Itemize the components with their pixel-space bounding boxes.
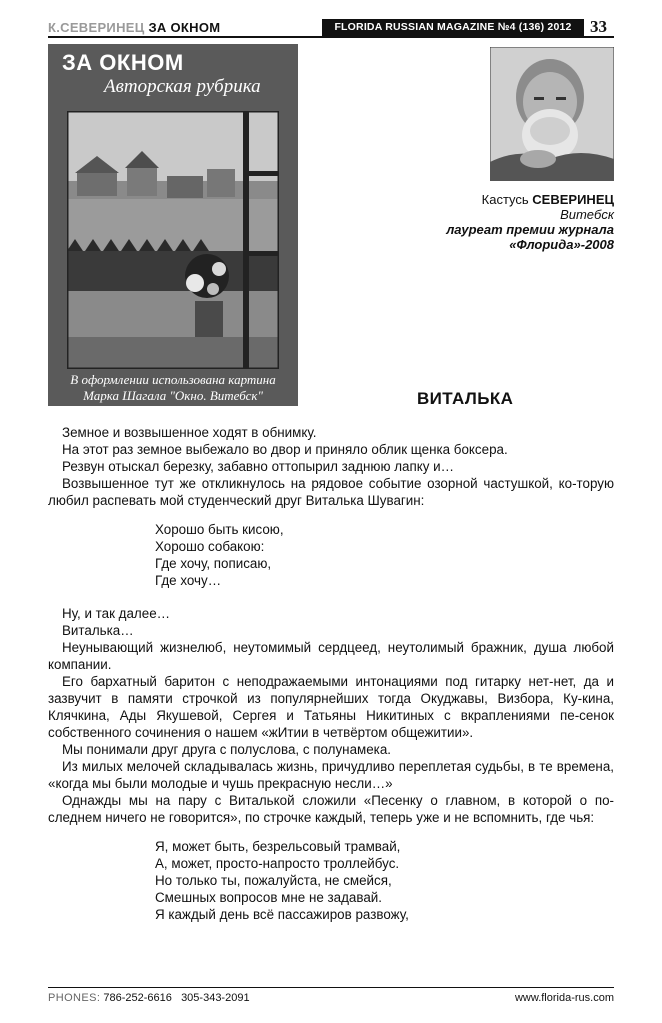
paragraph: На этот раз земное выбежало во двор и приняло облик щенка боксера. xyxy=(62,442,508,457)
poem-line: Где хочу, пописаю, xyxy=(155,556,272,571)
poem-line: Хорошо быть кисою, xyxy=(155,522,284,537)
phone-number: 305-343-2091 xyxy=(181,992,250,1004)
phone-number: 786-252-6616 xyxy=(103,992,172,1004)
column-promo-box xyxy=(48,44,298,406)
chagall-painting-image xyxy=(67,111,279,369)
poem-line: Я, может быть, безрельсовый трамвай, xyxy=(155,839,401,854)
story-title: ВИТАЛЬКА xyxy=(417,389,514,408)
paragraph: Земное и возвышенное ходят в обнимку. xyxy=(62,425,317,440)
painting-caption-line-2: Марка Шагала "Окно. Витебск" xyxy=(83,388,263,403)
poem-verse-2 xyxy=(155,838,614,923)
painting-caption-line-1: В оформлении использована картина xyxy=(70,372,276,387)
paragraph: Неунывающий жизнелюб, неутомимый сердцеед, неутолимый бражник, душа любой компании. xyxy=(48,640,614,672)
poem-line: Но только ты, пожалуйста, не смейся, xyxy=(155,873,392,888)
author-last-name: СЕВЕРИНЕЦ xyxy=(532,192,614,207)
author-award-line-1: лауреат премии журнала xyxy=(446,222,614,237)
poem-line: А, может, просто-напросто троллейбус. xyxy=(155,856,400,871)
poem-verse-1 xyxy=(155,521,614,589)
running-head xyxy=(48,20,220,35)
author-name xyxy=(394,192,614,207)
paragraph: Однажды мы на пару с Виталькой сложили «Песенку о главном, в которой о по-следнем ничего не говорится», по строчке каждый, теперь уже и не вспомнить, где чья: xyxy=(48,793,614,825)
column-subtitle: Авторская рубрика xyxy=(104,76,261,97)
poem-line: Хорошо собакою: xyxy=(155,539,265,554)
page-number: 33 xyxy=(590,17,607,36)
author-award-line-2: «Флорида»-2008 xyxy=(509,237,614,252)
poem-line: Я каждый день всё пассажиров развожу, xyxy=(155,907,409,922)
running-head-author: К.СЕВЕРИНЕЦ xyxy=(48,20,145,35)
paragraph: Ну, и так далее… xyxy=(62,606,171,621)
author-info xyxy=(394,192,614,252)
paragraph: Резвун отыскал березку, забавно оттопырил заднюю лапку и… xyxy=(62,459,455,474)
author-city: Витебск xyxy=(560,207,614,222)
author-photo xyxy=(490,47,614,181)
footer-rule xyxy=(48,987,614,988)
website-link[interactable]: www.florida-rus.com xyxy=(514,992,614,1004)
paragraph: Возвышенное тут же откликнулось на рядовое событие озорной частушкой, ко-торую любил распевать мой студенческий друг Виталька Шувагин: xyxy=(48,476,614,508)
paragraph: Мы понимали друг друга с полуслова, с полунамека. xyxy=(62,742,391,757)
author-first-name: Кастусь xyxy=(481,192,529,207)
header-rule xyxy=(48,36,614,38)
running-head-column: ЗА ОКНОМ xyxy=(148,20,221,35)
poem-line: Смешных вопросов мне не задавай. xyxy=(155,890,382,905)
painting-caption xyxy=(56,372,290,404)
magazine-issue-label: FLORIDA RUSSIAN MAGAZINE №4 (136) 2012 xyxy=(322,19,584,36)
footer-phones xyxy=(48,992,250,1004)
phones-label: PHONES: xyxy=(48,992,101,1004)
poem-line: Где хочу… xyxy=(155,573,222,588)
column-title: ЗА ОКНОМ xyxy=(62,50,184,75)
paragraph: Из милых мелочей складывалась жизнь, причудливо переплетая судьбы, в те времена, «когда мы были молодые и чушь прекрасную несли…» xyxy=(48,759,614,791)
paragraph: Виталька… xyxy=(62,623,134,638)
story-body xyxy=(48,424,614,939)
paragraph: Его бархатный баритон с неподражаемыми интонациями под гитарку нет-нет, да и зазвучит в памяти строчкой из популярнейших тогда Окуджавы, Визбора, Ку-кина, Клячкина, Ады Якушевой, Сергея и Татьяны Никитиных с вкраплениями пе-сенок собственного сочинения о нашем «жИтии в четвёртом общежитии». xyxy=(48,674,614,740)
